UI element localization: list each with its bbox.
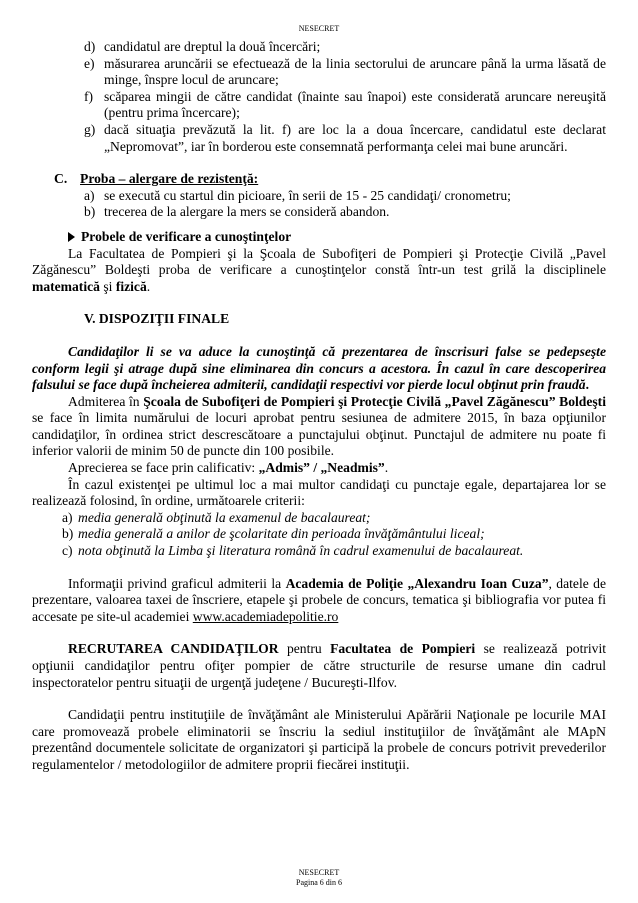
list-text: măsurarea aruncării se efectuează de la linia sectorului de aruncare până la urma lăsată de minge, înspre locul de aruncare;	[104, 55, 606, 88]
list-marker: d)	[84, 39, 96, 54]
criteria-item	[32, 526, 606, 543]
list-text: scăparea mingii de către candidat (înainte sau înapoi) este considerată aruncare nereuşită (pentru prima încercare);	[104, 88, 606, 121]
criteria-marker: c)	[62, 543, 73, 559]
academia-paragraph	[32, 576, 606, 626]
list-text: trecerea de la alergare la mers se consideră abandon.	[104, 204, 390, 220]
recrutare-text-d: se realizează potrivit opţiunii candidaţilor pentru ofiţer pompier de către structurile de resurse umane din cadrul inspectoratelor pentru situaţii de urgenţă judeţene / Bucureşti-Ilfov.	[32, 641, 606, 690]
criteria-item	[32, 510, 606, 527]
warning-end: .	[585, 377, 589, 393]
list-item	[32, 188, 606, 205]
document-body	[32, 39, 606, 774]
list-item	[32, 89, 606, 122]
recrutare-paragraph	[32, 641, 606, 691]
discipline-matematica: matematică	[32, 278, 100, 294]
warning-text: Candidaţilor li se va aduce la cunoştinţă că prezentarea de înscrisuri false se pedepseşte conform legii şi atrage după sine eliminarea din concurs a acestora. În cazul în care descoperirea falsului se face după încheierea admiterii, candidaţii respectivi vor pierde locul obţinut prin fraudă	[32, 343, 606, 393]
verificare-text-end: .	[146, 278, 151, 294]
list-marker: g)	[84, 121, 96, 137]
apreciere-text: Aprecierea se face prin calificativ:	[68, 460, 259, 476]
verificare-title: Probele de verificare a cunoştinţelor	[81, 228, 292, 244]
criteria-text: media generală a anilor de şcolaritate din perioada învăţământului liceal;	[78, 526, 485, 542]
recrutare-title: RECRUTAREA CANDIDAŢILOR	[68, 641, 279, 657]
section-c-letter: C.	[54, 171, 68, 187]
faculty-name: Facultatea de Pompieri	[330, 641, 476, 657]
list-item	[32, 204, 606, 221]
verificare-paragraph	[32, 246, 606, 296]
criteria-text: media generală obţinută la examenul de bacalaureat;	[78, 509, 371, 525]
page-header-classification: NESECRET	[298, 24, 340, 33]
admitere-text-b: se face în limita numărului de locuri aprobat pentru sesiunea de admitere 2015, în baza opţiunilor candidaţilor, în ordinea strict descrescătoare a punctajului obţinut. Punctajul de admitere nu poate fi inferior valorii de minim 50 de puncte din 100 posibile.	[32, 410, 606, 459]
list-marker: e)	[84, 55, 95, 71]
page-footer	[0, 868, 638, 888]
list-marker: a)	[84, 187, 95, 203]
section-c-title: Proba – alergare de rezistenţă:	[80, 171, 259, 187]
academia-name: Academia de Poliţie „Alexandru Ioan Cuza”	[285, 575, 549, 591]
academia-text-c: , datele de prezentare, valoarea taxei de înscriere, etapele şi probele de concurs, tematica şi bibliografia vor putea fi accesate pe site-ul academiei	[32, 575, 606, 624]
recrutare-text-b: pentru	[278, 641, 331, 657]
apreciere-paragraph	[32, 460, 606, 477]
apreciere-end: .	[384, 460, 389, 476]
warning-paragraph	[32, 344, 606, 394]
page-number: Pagina 6 din 6	[296, 878, 342, 887]
school-name: Şcoala de Subofiţeri de Pompieri şi Protecţie Civilă „Pavel Zăgănescu” Boldeşti	[143, 393, 606, 409]
criteria-marker: a)	[62, 509, 73, 525]
list-marker: b)	[84, 204, 96, 220]
list-top	[32, 39, 606, 155]
criteria-text: nota obţinută la Limba şi literatura română în cadrul examenului de bacalaureat.	[78, 543, 524, 559]
academia-link[interactable]: www.academiadepolitie.ro	[192, 608, 339, 624]
admitere-paragraph	[32, 394, 606, 460]
criteria-item	[32, 543, 606, 560]
arrow-bullet-icon	[68, 232, 75, 242]
list-text: se execută cu startul din picioare, în serii de 15 - 25 candidaţi/ cronometru;	[104, 187, 511, 203]
criteria-marker: b)	[62, 526, 74, 542]
discipline-fizica: fizică	[115, 278, 147, 294]
verificare-heading	[32, 229, 606, 246]
verificare-text-and: şi	[99, 278, 116, 294]
section-v-heading: V. DISPOZIŢII FINALE	[84, 311, 230, 327]
list-item	[32, 122, 606, 155]
verificare-text: La Facultatea de Pompieri şi la Şcoala de Subofiţeri de Pompieri şi Protecţie Civilă „Pavel Zăgănescu” Boldeşti proba de verificare a cunoştinţelor constă într-un test grilă la disciplinele	[32, 245, 606, 278]
egalitate-paragraph: În cazul existenţei pe ultimul loc a mai multor candidaţi cu punctaje egale, departajarea lor se realizează folosind, în ordine, următoarele criterii:	[32, 476, 606, 509]
footer-classification: NESECRET	[298, 868, 340, 877]
section-c-heading	[32, 171, 606, 188]
list-item	[32, 56, 606, 89]
list-item	[32, 39, 606, 56]
admitere-text-a: Admiterea în	[68, 393, 144, 409]
list-marker: f)	[84, 88, 94, 104]
calificativ: „Admis” / „Neadmis”	[258, 460, 385, 476]
list-text: candidatul are dreptul la două încercări;	[104, 39, 321, 54]
academia-text-a: Informaţii privind graficul admiterii la	[68, 575, 286, 591]
list-text: dacă situaţia prevăzută la lit. f) are loc la a doua încercare, candidatul este declarat „Nepromovat”, iar în borderou este consemnată performanţa celei mai bune aruncări.	[104, 121, 606, 154]
mapn-paragraph: Candidaţii pentru instituţiile de învăţământ ale Ministerului Apărării Naţionale pe locurile MAI care promovează probele eliminatorii se înscriu la sediul instituţiilor de învăţământ ale MApN prezentând documentele solicitate de organizatori şi participă la probele de concurs potrivit prevederilor regulamentelor / metodologiilor de admitere proprii fiecărei instituţii.	[32, 707, 606, 772]
